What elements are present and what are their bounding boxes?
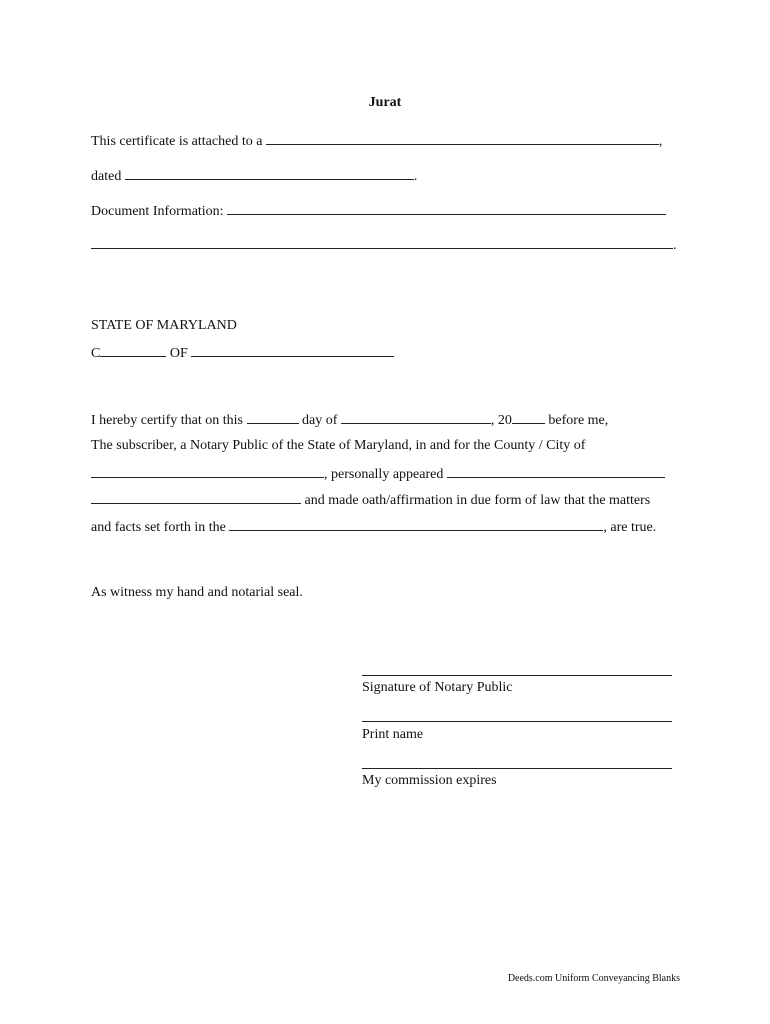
county-name-field[interactable] — [191, 344, 394, 357]
month-field[interactable] — [341, 411, 491, 424]
day-field[interactable] — [247, 411, 299, 424]
print-name-field[interactable] — [362, 721, 672, 722]
state-heading: STATE OF MARYLAND — [91, 318, 237, 333]
attached-line — [91, 132, 662, 150]
facts-label: and facts set forth in the — [91, 520, 226, 535]
county-line — [91, 344, 394, 362]
print-name-label: Print name — [362, 727, 424, 742]
document-info-label: Document Information: — [91, 204, 224, 219]
certify-line — [91, 411, 608, 429]
affiant-name-field[interactable] — [447, 465, 665, 478]
dated-label: dated — [91, 169, 122, 184]
certify-text-1: I hereby certify that on this — [91, 413, 244, 428]
document-info-end: . — [673, 238, 677, 253]
facts-suffix: , are true. — [603, 520, 657, 535]
notary-signature-field[interactable] — [362, 675, 672, 676]
facts-line — [91, 518, 656, 536]
affiant-name-field-2[interactable] — [91, 491, 301, 504]
county-type-field[interactable] — [100, 344, 166, 357]
certify-text-3: , 20 — [490, 413, 512, 428]
oath-line — [91, 491, 650, 509]
facts-document-field[interactable] — [229, 518, 603, 531]
form-title: Jurat — [368, 95, 402, 110]
footer-credit: Deeds.com Uniform Conveyancing Blanks — [507, 973, 680, 984]
appeared-text: , personally appeared — [324, 467, 444, 482]
attached-document-field[interactable] — [266, 132, 659, 145]
attached-label: This certificate is attached to a — [91, 134, 263, 149]
certify-text-2: day of — [302, 413, 338, 428]
dated-suffix: . — [413, 169, 418, 184]
appeared-line — [91, 465, 665, 483]
attached-suffix: , — [658, 134, 663, 149]
year-field[interactable] — [512, 411, 545, 424]
notary-signature-label: Signature of Notary Public — [362, 680, 513, 695]
county-of-label: OF — [169, 346, 188, 361]
commission-expires-label: My commission expires — [362, 773, 497, 788]
document-info-continued-line — [91, 236, 677, 254]
oath-text: and made oath/affirmation in due form of law that the matters — [304, 493, 651, 508]
dated-line — [91, 167, 417, 185]
dated-field[interactable] — [125, 167, 414, 180]
document-info-field[interactable] — [227, 202, 666, 215]
commission-expires-field[interactable] — [362, 768, 672, 769]
document-info-field-2[interactable] — [91, 236, 673, 249]
document-info-line — [91, 202, 666, 220]
witness-line: As witness my hand and notarial seal. — [91, 585, 303, 600]
subscriber-line: The subscriber, a Notary Public of the State of Maryland, in and for the County / City of — [91, 438, 586, 453]
certify-text-4: before me, — [548, 413, 609, 428]
county-city-field[interactable] — [91, 465, 324, 478]
county-prefix: C — [91, 346, 101, 361]
